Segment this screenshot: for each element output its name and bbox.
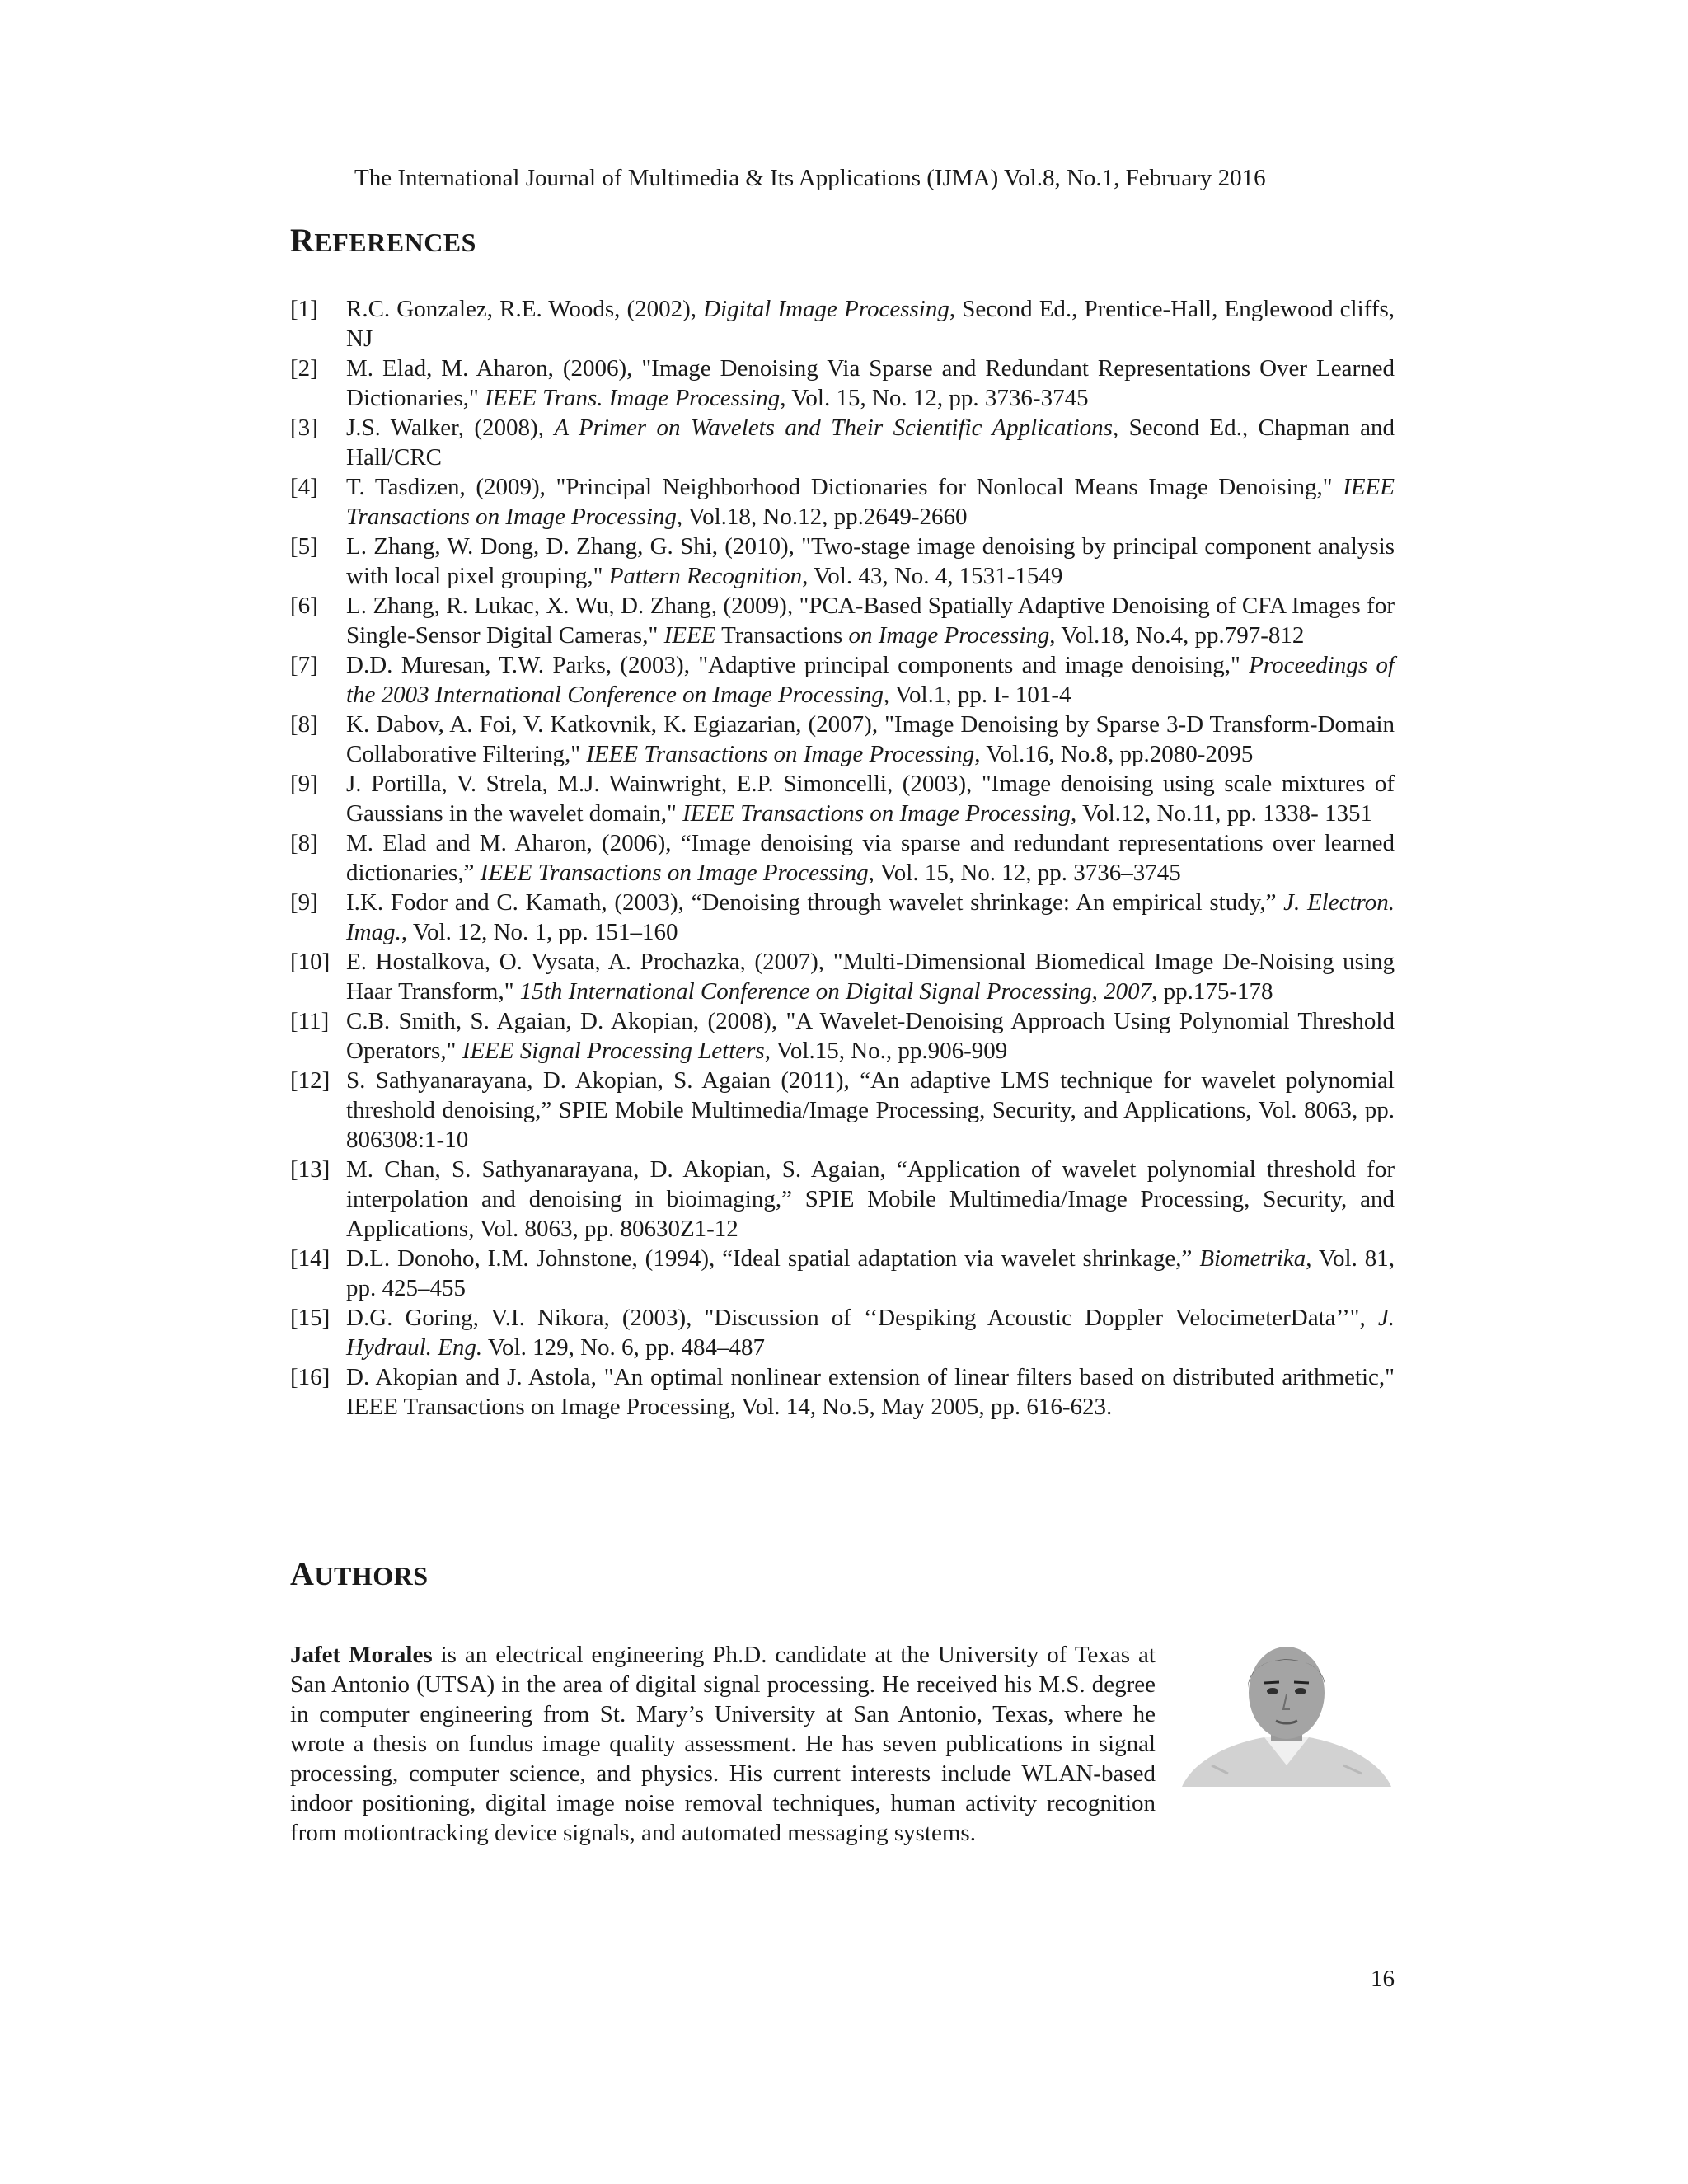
reference-text xyxy=(346,1303,1395,1362)
reference-number: [1] xyxy=(290,296,318,322)
reference-venue: IEEE xyxy=(663,622,716,649)
reference-item xyxy=(290,472,1395,532)
reference-segment: M. Elad, M. Aharon, (2006), "Image Denoising Via Sparse and Redundant Representations Over Learned Dictionaries," xyxy=(346,355,1395,411)
reference-segment: J.S. Walker, (2008), xyxy=(346,415,555,441)
reference-item xyxy=(290,1303,1395,1362)
reference-segment: , Vol. 12, No. 1, pp. 151–160 xyxy=(401,919,678,945)
reference-segment: Transactions xyxy=(715,622,849,649)
reference-text xyxy=(346,947,1395,1006)
reference-text xyxy=(346,1362,1395,1422)
reference-venue: IEEE Transactions on Image Processing xyxy=(586,741,975,767)
reference-number: [7] xyxy=(290,652,318,678)
authors-heading xyxy=(290,1556,429,1594)
reference-segment: D. Akopian and J. Astola, "An optimal nonlinear extension of linear filters based on distributed arithmetic," IEEE Transactions on Image Processing, Vol. 14, No.5, May 2005, pp. 616-623. xyxy=(346,1364,1395,1420)
reference-item xyxy=(290,413,1395,472)
reference-text xyxy=(346,1244,1395,1303)
reference-text xyxy=(346,828,1395,888)
page-number: 16 xyxy=(1371,1966,1395,1992)
reference-segment: , Vol.15, No., pp.906-909 xyxy=(764,1038,1008,1064)
reference-venue: 15th International Conference on Digital Signal Processing, 2007 xyxy=(519,978,1152,1005)
authors-heading-initial: A xyxy=(290,1555,315,1592)
reference-segment: D.L. Donoho, I.M. Johnstone, (1994), “Ideal spatial adaptation via wavelet shrinkage,” xyxy=(346,1245,1200,1272)
reference-segment: I.K. Fodor and C. Kamath, (2003), “Denoising through wavelet shrinkage: An empirical study,” xyxy=(346,889,1284,916)
reference-venue: Digital Image Processing xyxy=(703,296,950,322)
reference-item xyxy=(290,828,1395,888)
reference-segment: , Vol. 81, pp. 425–455 xyxy=(346,1245,1395,1301)
reference-number: [2] xyxy=(290,355,318,382)
reference-item xyxy=(290,1006,1395,1066)
reference-item xyxy=(290,1362,1395,1422)
references-heading-initial: R xyxy=(290,222,315,259)
reference-segment: , pp.175-178 xyxy=(1151,978,1273,1005)
reference-text xyxy=(346,413,1395,472)
reference-venue: Biometrika xyxy=(1199,1245,1306,1272)
reference-segment: C.B. Smith, S. Agaian, D. Akopian, (2008), "A Wavelet-Denoising Approach Using Polynomial Threshold Operators," xyxy=(346,1008,1395,1064)
reference-number: [9] xyxy=(290,889,318,916)
reference-segment: J. Portilla, V. Strela, M.J. Wainwright, E.P. Simoncelli, (2003), "Image denoising using scale mixtures of Gaussians in the wavelet domain," xyxy=(346,771,1395,827)
references-heading xyxy=(290,223,476,260)
author-bio-text: is an electrical engineering Ph.D. candidate at the University of Texas at San Antonio (UTSA) in the area of digital signal processing. He received his M.S. degree in computer engineering from St. Mary’s University at San Antonio, Texas, where he wrote a thesis on fundus image quality assessment. He has seven publications in signal processing, computer science, and physics. His current interests include WLAN-based indoor positioning, digital image noise removal techniques, human activity recognition from motiontracking device signals, and automated messaging systems. xyxy=(290,1642,1156,1846)
reference-number: [8] xyxy=(290,711,318,738)
reference-segment: , Vol.1, pp. I- 101-4 xyxy=(883,682,1071,708)
reference-segment: D.G. Goring, V.I. Nikora, (2003), "Discussion of ‘‘Despiking Acoustic Doppler VelocimeterData’’", xyxy=(346,1305,1378,1331)
reference-item xyxy=(290,532,1395,591)
reference-list xyxy=(290,294,1395,1422)
reference-segment: D.D. Muresan, T.W. Parks, (2003), "Adaptive principal components and image denoising," xyxy=(346,652,1250,678)
reference-item xyxy=(290,769,1395,828)
reference-segment: , Second Ed., Prentice-Hall, Englewood cliffs, NJ xyxy=(346,296,1395,352)
reference-number: [9] xyxy=(290,771,318,797)
reference-text xyxy=(346,1155,1395,1244)
reference-venue: J. Electron. Imag. xyxy=(346,889,1395,945)
reference-item xyxy=(290,1155,1395,1244)
reference-item xyxy=(290,294,1395,354)
reference-text xyxy=(346,710,1395,769)
reference-number: [16] xyxy=(290,1364,331,1390)
reference-number: [6] xyxy=(290,593,318,619)
reference-item xyxy=(290,650,1395,710)
reference-number: [15] xyxy=(290,1305,331,1331)
reference-venue: IEEE Transactions on Image Processing xyxy=(682,800,1071,827)
reference-text xyxy=(346,532,1395,591)
reference-venue: IEEE Trans. Image Processing xyxy=(485,385,781,411)
reference-venue: on Image Processing xyxy=(848,622,1050,649)
reference-segment: , Vol.18, No.4, pp.797-812 xyxy=(1049,622,1305,649)
reference-venue: A Primer on Wavelets and Their Scientific Applications xyxy=(554,415,1113,441)
reference-item xyxy=(290,947,1395,1006)
reference-number: [12] xyxy=(290,1067,331,1094)
reference-number: [5] xyxy=(290,533,318,560)
reference-segment: , Vol.12, No.11, pp. 1338- 1351 xyxy=(1071,800,1373,827)
reference-text xyxy=(346,354,1395,413)
reference-item xyxy=(290,354,1395,413)
reference-segment: M. Elad and M. Aharon, (2006), “Image denoising via sparse and redundant representations over learned dictionaries,” xyxy=(346,830,1395,886)
reference-segment: , Vol.16, No.8, pp.2080-2095 xyxy=(974,741,1254,767)
reference-item xyxy=(290,591,1395,650)
author-portrait-icon xyxy=(1179,1642,1395,1787)
author-photo xyxy=(1179,1642,1395,1787)
reference-text xyxy=(346,591,1395,650)
reference-venue: J. Hydraul. Eng. xyxy=(346,1305,1395,1361)
reference-venue: Proceedings of the 2003 International Conference on Image Processing xyxy=(346,652,1395,708)
reference-venue: IEEE Transactions on Image Processing xyxy=(346,474,1395,530)
reference-text xyxy=(346,472,1395,532)
reference-number: [14] xyxy=(290,1245,331,1272)
reference-segment: M. Chan, S. Sathyanarayana, D. Akopian, S. Agaian, “Application of wavelet polynomial threshold for interpolation and denoising in bioimaging,” SPIE Mobile Multimedia/Image Processing, Security, and Applications, Vol. 8063, pp. 80630Z1-12 xyxy=(346,1156,1395,1242)
reference-segment: S. Sathyanarayana, D. Akopian, S. Agaian (2011), “An adaptive LMS technique for wavelet polynomial threshold denoising,” SPIE Mobile Multimedia/Image Processing, Security, and Applications, Vol. 8063, pp. 806308:1-10 xyxy=(346,1067,1395,1153)
running-header: The International Journal of Multimedia & Its Applications (IJMA) Vol.8, No.1, February 2016 xyxy=(354,165,1266,191)
reference-segment: , Vol.18, No.12, pp.2649-2660 xyxy=(676,504,968,530)
reference-number: [11] xyxy=(290,1008,330,1034)
reference-segment: T. Tasdizen, (2009), "Principal Neighborhood Dictionaries for Nonlocal Means Image Denoising," xyxy=(346,474,1343,500)
reference-venue: IEEE Signal Processing Letters xyxy=(462,1038,765,1064)
reference-segment: , Second Ed., Chapman and Hall/CRC xyxy=(346,415,1395,471)
reference-segment: R.C. Gonzalez, R.E. Woods, (2002), xyxy=(346,296,704,322)
reference-item xyxy=(290,1244,1395,1303)
reference-segment: , Vol. 43, No. 4, 1531-1549 xyxy=(802,563,1063,589)
reference-text xyxy=(346,769,1395,828)
reference-number: [10] xyxy=(290,949,331,975)
author-bio xyxy=(290,1640,1395,1848)
reference-text xyxy=(346,650,1395,710)
reference-segment: L. Zhang, W. Dong, D. Zhang, G. Shi, (2010), "Two-stage image denoising by principal component analysis with local pixel grouping," xyxy=(346,533,1395,589)
reference-segment: K. Dabov, A. Foi, V. Katkovnik, K. Egiazarian, (2007), "Image Denoising by Sparse 3-D Transform-Domain Collaborative Filtering," xyxy=(346,711,1395,767)
references-heading-rest: EFERENCES xyxy=(314,227,476,257)
reference-segment: , Vol. 15, No. 12, pp. 3736-3745 xyxy=(780,385,1089,411)
reference-item xyxy=(290,888,1395,947)
reference-text xyxy=(346,888,1395,947)
reference-venue: IEEE Transactions on Image Processing xyxy=(480,860,869,886)
reference-segment: Vol. 129, No. 6, pp. 484–487 xyxy=(482,1334,766,1361)
reference-number: [4] xyxy=(290,474,318,500)
reference-segment: E. Hostalkova, O. Vysata, A. Prochazka, (2007), "Multi-Dimensional Biomedical Image De-Noising using Haar Transform," xyxy=(346,949,1395,1005)
reference-text xyxy=(346,1066,1395,1155)
reference-venue: Pattern Recognition xyxy=(608,563,803,589)
reference-number: [3] xyxy=(290,415,318,441)
reference-segment: L. Zhang, R. Lukac, X. Wu, D. Zhang, (2009), "PCA-Based Spatially Adaptive Denoising of CFA Images for Single-Sensor Digital Cameras," xyxy=(346,593,1395,649)
authors-heading-rest: UTHORS xyxy=(314,1561,429,1591)
reference-segment: , Vol. 15, No. 12, pp. 3736–3745 xyxy=(868,860,1181,886)
reference-number: [8] xyxy=(290,830,318,856)
reference-number: [13] xyxy=(290,1156,331,1183)
reference-text xyxy=(346,1006,1395,1066)
reference-item xyxy=(290,1066,1395,1155)
reference-text xyxy=(346,294,1395,354)
author-name: Jafet Morales xyxy=(290,1642,433,1668)
reference-item xyxy=(290,710,1395,769)
